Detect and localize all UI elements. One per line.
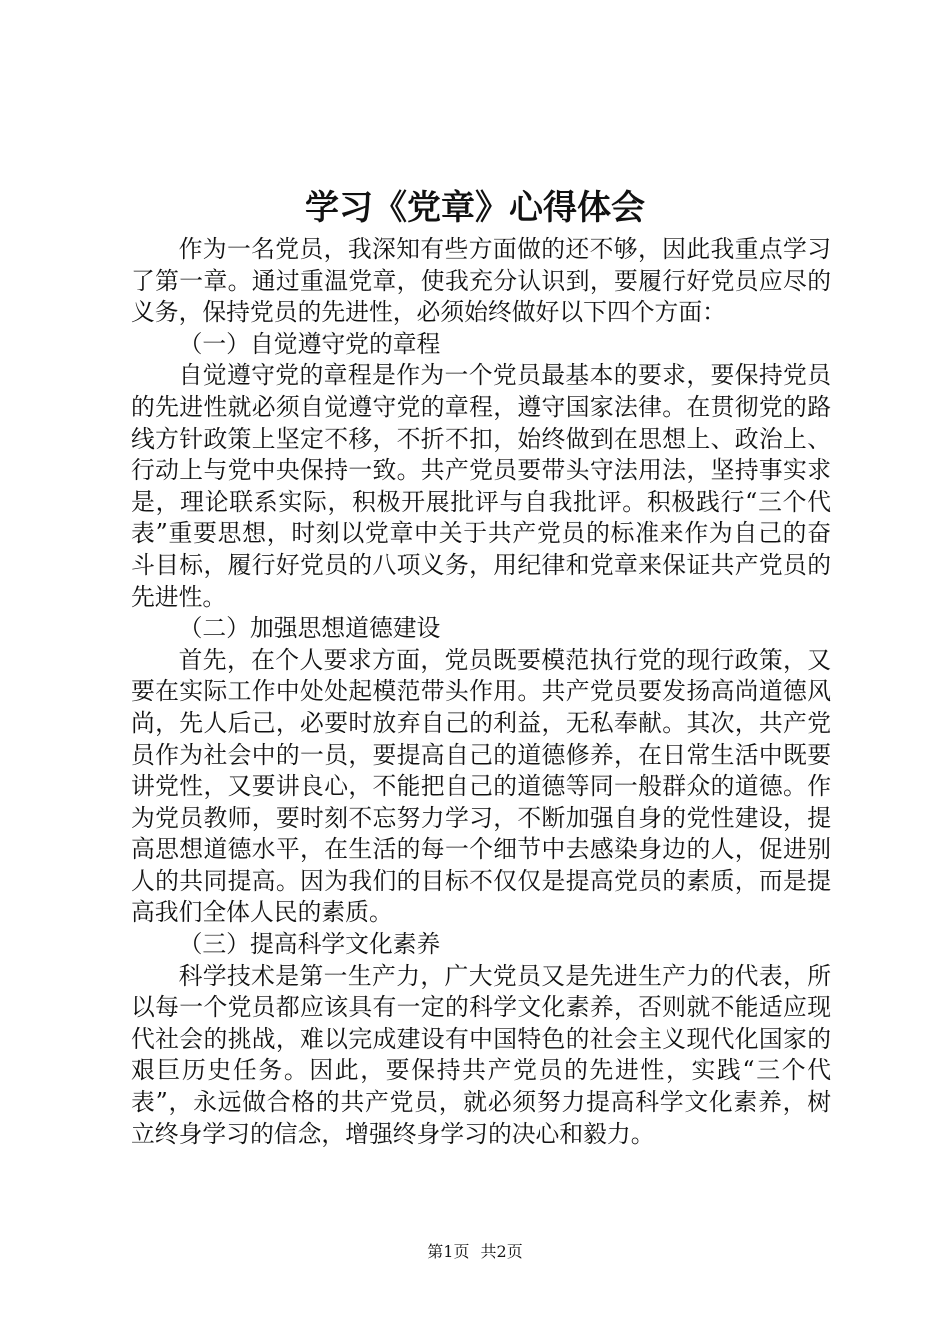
- page-total: 共2页: [480, 1242, 523, 1261]
- section-paragraph-2: 首先，在个人要求方面，党员既要模范执行党的现行政策，又要在实际工作中处处起模范带头作用。共产党员要发扬高尚道德风尚，先人后己，必要时放弃自己的利益，无私奉献。其次，共产党员作为社会中的一员，要提高自己的道德修养，在日常生活中既要讲党性，又要讲良心，不能把自己的道德等同一般群众的道德。作为党员教师，要时刻不忘努力学习，不断加强自身的党性建设，提高思想道德水平，在生活的每一个细节中去感染身边的人，促进别人的共同提高。因为我们的目标不仅仅是提高党员的素质，而是提高我们全体人民的素质。: [131, 645, 831, 927]
- section-heading-3: （三）提高科学文化素养: [178, 930, 441, 959]
- section-paragraph-1: 自觉遵守党的章程是作为一个党员最基本的要求，要保持党员的先进性就必须自觉遵守党的章程，遵守国家法律。在贯彻党的路线方针政策上坚定不移，不折不扣，始终做到在思想上、政治上、行动上与党中央保持一致。共产党员要带头守法用法，坚持事实求是，理论联系实际，积极开展批评与自我批评。积极践行“三个代表”重要思想，时刻以党章中关于共产党员的标准来作为自己的奋斗目标，履行好党员的八项义务，用纪律和党章来保证共产党员的先进性。: [131, 361, 831, 611]
- intro-paragraph: 作为一名党员，我深知有些方面做的还不够，因此我重点学习了第一章。通过重温党章，使我充分认识到，要履行好党员应尽的义务，保持党员的先进性，必须始终做好以下四个方面：: [131, 235, 831, 327]
- page-number: 第1页: [427, 1242, 470, 1261]
- section-heading-2: （二）加强思想道德建设: [178, 614, 441, 643]
- section-heading-1: （一）自觉遵守党的章程: [178, 329, 441, 358]
- document-title: 学习《党章》心得体会: [305, 188, 645, 228]
- document-body: [131, 234, 831, 1150]
- page-footer: [0, 1242, 950, 1262]
- section-paragraph-3: 科学技术是第一生产力，广大党员又是先进生产力的代表，所以每一个党员都应该具有一定的科学文化素养，否则就不能适应现代社会的挑战，难以完成建设有中国特色的社会主义现代化国家的艰巨历史任务。因此，要保持共产党员的先进性，实践“三个代表”，永远做合格的共产党员，就必须努力提高科学文化素养，树立终身学习的信念，增强终身学习的决心和毅力。: [131, 961, 831, 1148]
